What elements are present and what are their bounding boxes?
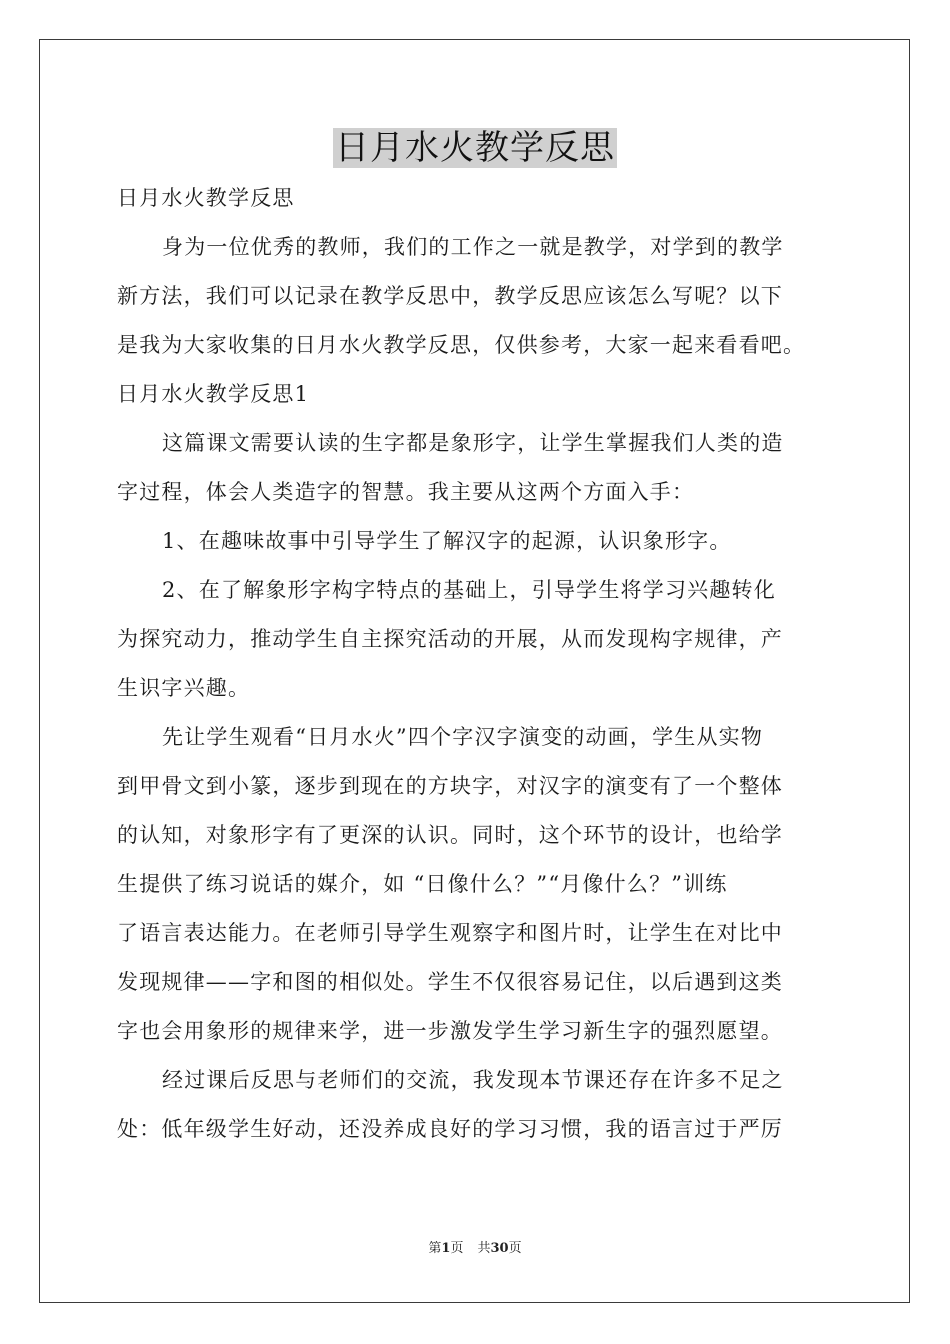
- total-suffix: 页: [508, 1241, 522, 1256]
- document-title: 日月水火教学反思: [335, 128, 615, 168]
- text-line: 1、在趣味故事中引导学生了解汉字的起源，认识象形字。: [162, 529, 732, 553]
- text-line: 字过程，体会人类造字的智慧。我主要从这两个方面入手：: [117, 480, 695, 504]
- text-line: 是我为大家收集的日月水火教学反思，仅供参考，大家一起来看看吧。: [117, 333, 806, 357]
- document-body: [117, 174, 839, 1154]
- text-line: 日月水火教学反思1: [117, 382, 310, 406]
- page-footer: [0, 1240, 950, 1258]
- text-line: 新方法，我们可以记录在教学反思中，教学反思应该怎么写呢？以下: [117, 284, 783, 308]
- current-page-number: 1: [441, 1241, 451, 1256]
- text-line: 的认知，对象形字有了更深的认识。同时，这个环节的设计，也给学: [117, 823, 783, 847]
- text-line: 日月水火教学反思: [117, 186, 295, 210]
- text-line: 这篇课文需要认读的生字都是象形字，让学生掌握我们人类的造: [162, 431, 784, 455]
- text-line: 生识字兴趣。: [117, 676, 251, 700]
- page-suffix: 页: [450, 1241, 464, 1256]
- total-pages-number: 30: [490, 1241, 509, 1256]
- text-line: 字也会用象形的规律来学，进一步激发学生学习新生字的强烈愿望。: [117, 1019, 783, 1043]
- page-prefix: 第: [428, 1241, 442, 1256]
- text-line: 2、在了解象形字构字特点的基础上，引导学生将学习兴趣转化: [162, 578, 776, 602]
- text-line: 生提供了练习说话的媒介，如 “日像什么？”“月像什么？”训练: [117, 872, 728, 896]
- text-line: 身为一位优秀的教师，我们的工作之一就是教学，对学到的教学: [162, 235, 784, 259]
- text-line: 经过课后反思与老师们的交流，我发现本节课还存在许多不足之: [162, 1068, 784, 1092]
- text-line: 发现规律——字和图的相似处。学生不仅很容易记住，以后遇到这类: [117, 970, 783, 994]
- text-line: 处：低年级学生好动，还没养成良好的学习习惯，我的语言过于严厉: [117, 1117, 783, 1141]
- text-line: 到甲骨文到小篆，逐步到现在的方块字，对汉字的演变有了一个整体: [117, 774, 783, 798]
- text-line: 为探究动力，推动学生自主探究活动的开展，从而发现构字规律，产: [117, 627, 783, 651]
- text-line: 先让学生观看“日月水火”四个字汉字演变的动画，学生从实物: [162, 725, 764, 749]
- text-line: 了语言表达能力。在老师引导学生观察字和图片时，让学生在对比中: [117, 921, 783, 945]
- total-prefix: 共: [477, 1241, 491, 1256]
- title-container: [0, 128, 950, 168]
